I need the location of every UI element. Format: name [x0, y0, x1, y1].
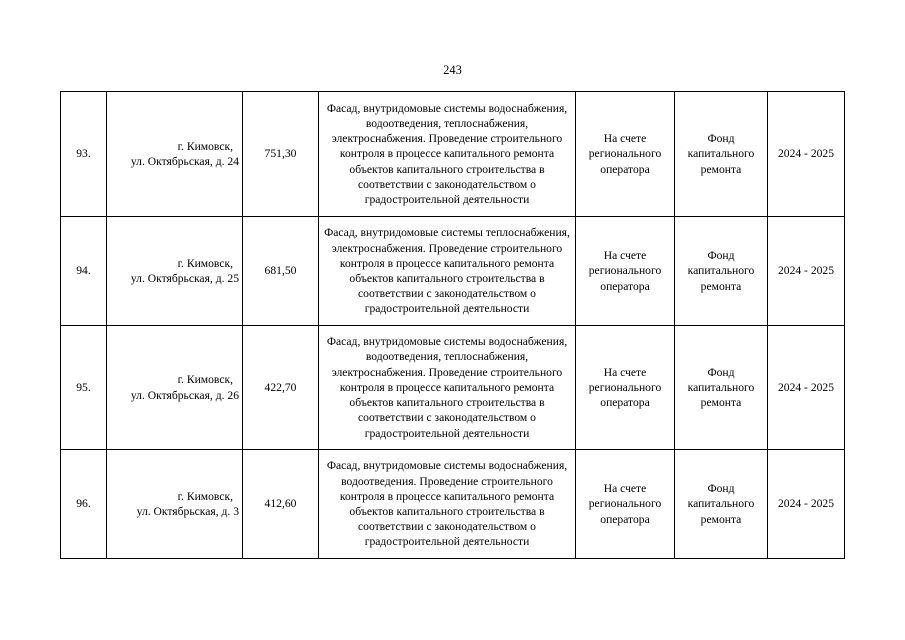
funding-source-cell: Фонд капитального ремонта [675, 450, 768, 559]
area-cell: 412,60 [243, 450, 319, 559]
capital-repair-table [60, 91, 845, 559]
works-cell: Фасад, внутридомовые системы водоснабжения, водоотведения. Проведение строительного контроля в процессе капитального ремонта объектов капитального строительства в соответствии с законодательством о градостроительной деятельности [319, 450, 576, 559]
address-street: ул. Октябрьская, д. 24 [130, 155, 239, 168]
address-street: ул. Октябрьская, д. 26 [130, 388, 239, 402]
works-cell: Фасад, внутридомовые системы теплоснабжения, электроснабжения. Проведение строительного контроля в процессе капитального ремонта объектов капитального строительства в соответствии с законодательством о градостроительной деятельности [319, 217, 576, 326]
address-city: г. Кимовск, [177, 489, 233, 503]
address-cell [107, 92, 243, 217]
address-street: ул. Октябрьская, д. 3 [136, 505, 239, 518]
row-number: 96. [61, 450, 107, 559]
funding-source-cell: Фонд капитального ремонта [675, 326, 768, 450]
account-cell: На счете регионального оператора [576, 92, 675, 217]
table-row [61, 450, 845, 559]
table-row [61, 217, 845, 326]
address-cell [107, 217, 243, 326]
area-cell: 751,30 [243, 92, 319, 217]
address-city: г. Кимовск, [177, 256, 233, 270]
table-row [61, 326, 845, 450]
works-cell: Фасад, внутридомовые системы водоснабжения, водоотведения, теплоснабжения, электроснабжения. Проведение строительного контроля в процессе капитального ремонта объектов капитального строительства в соответствии с законодательством о градостроительной деятельности [319, 326, 576, 450]
account-cell: На счете регионального оператора [576, 450, 675, 559]
funding-source-cell: Фонд капитального ремонта [675, 92, 768, 217]
row-number: 93. [61, 92, 107, 217]
table-row [61, 92, 845, 217]
area-cell: 422,70 [243, 326, 319, 450]
address-city: г. Кимовск, [177, 373, 233, 387]
area-cell: 681,50 [243, 217, 319, 326]
account-cell: На счете регионального оператора [576, 217, 675, 326]
address-street: ул. Октябрьская, д. 25 [130, 272, 239, 285]
page-number: 243 [443, 63, 462, 77]
address-cell [107, 326, 243, 450]
period-cell: 2024 - 2025 [768, 326, 845, 450]
address-cell [107, 450, 243, 559]
period-cell: 2024 - 2025 [768, 92, 845, 217]
period-cell: 2024 - 2025 [768, 217, 845, 326]
account-cell: На счете регионального оператора [576, 326, 675, 450]
funding-source-cell: Фонд капитального ремонта [675, 217, 768, 326]
row-number: 94. [61, 217, 107, 326]
works-cell: Фасад, внутридомовые системы водоснабжения, водоотведения, теплоснабжения, электроснабжения. Проведение строительного контроля в процессе капитального ремонта объектов капитального строительства в соответствии с законодательством о градостроительной деятельности [319, 92, 576, 217]
address-city: г. Кимовск, [177, 139, 233, 153]
row-number: 95. [61, 326, 107, 450]
period-cell: 2024 - 2025 [768, 450, 845, 559]
